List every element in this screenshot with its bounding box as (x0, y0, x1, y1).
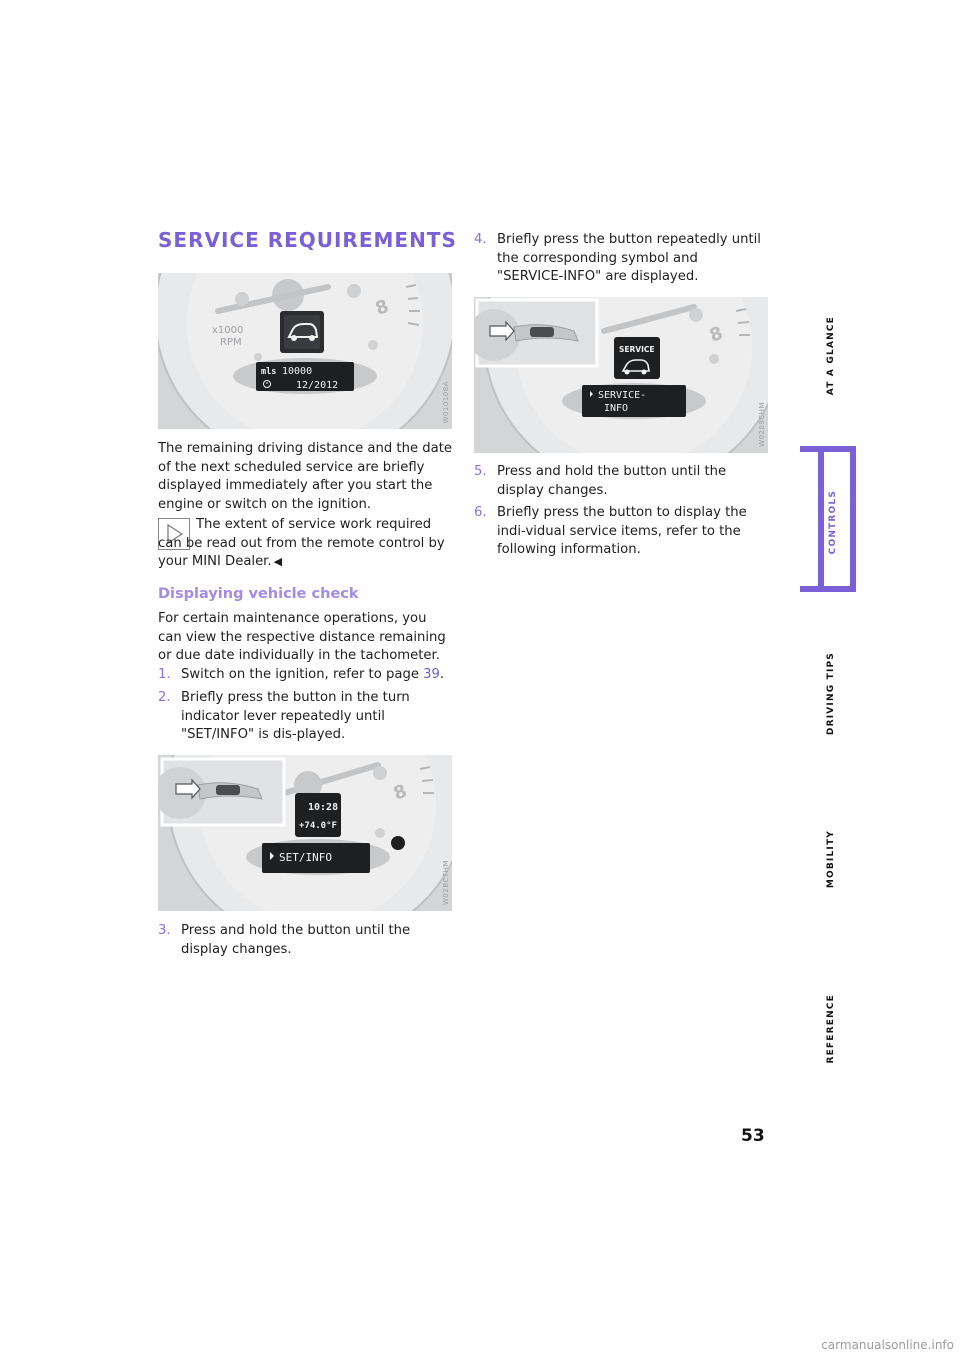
thumb-index-at-a-glance[interactable]: AT A GLANCE (826, 316, 836, 396)
section-title: SERVICE REQUIREMENTS (158, 228, 457, 252)
thumb-index-controls[interactable]: CONTROLS (828, 490, 838, 555)
svg-text:8: 8 (706, 322, 726, 347)
subsection-paragraph: For certain maintenance operations, you can view the respective distance remaining or due date individually in the tachometer. (158, 611, 446, 663)
thumb-index-mobility[interactable]: MOBILITY (826, 830, 836, 889)
intro-paragraph: The remaining driving distance and the date of the next scheduled service are briefly displayed immediately after you start the engine or switch on the ignition. (158, 441, 452, 512)
svg-text:8: 8 (372, 295, 392, 320)
thumb-index-driving-tips[interactable]: DRIVING TIPS (826, 652, 836, 736)
service-date-value: 12/2012 (296, 380, 339, 391)
step-4: 4. Briefly press the button repeatedly until the corresponding symbol and "SERVICE-INFO" are displayed. (474, 232, 761, 284)
step-5: 5. Press and hold the button until the display changes. (474, 464, 727, 498)
rpm-unit-label: RPM (220, 337, 242, 348)
figure-code: W010108A (442, 380, 450, 423)
step-1: 1. Switch on the ignition, refer to page 39. (158, 666, 452, 685)
figure-code: W0209CHM (758, 402, 766, 447)
step-number: 4. (474, 232, 487, 247)
set-info-menu-text: SET/INFO (279, 851, 332, 864)
outside-temperature: +74.0°F (299, 821, 337, 831)
subsection-title: Displaying vehicle check (158, 586, 359, 602)
rpm-multiplier-label: x1000 (212, 325, 244, 336)
step-number: 6. (474, 505, 487, 520)
tachometer-set-info-illustration (158, 755, 452, 911)
page-number: 53 (741, 1126, 765, 1146)
tachometer-service-info-illustration (474, 297, 768, 453)
watermark: carmanualsonline.info (821, 1338, 954, 1352)
service-info-line1: SERVICE- (598, 390, 647, 401)
step-number: 5. (474, 464, 487, 479)
thumb-index-reference[interactable]: REFERENCE (826, 994, 836, 1064)
step-6: 6. Briefly press the button to display the indi-vidual service items, refer to the following information. (474, 505, 747, 557)
mls-label: mls (261, 367, 277, 377)
service-info-line2: INFO (604, 403, 629, 414)
figure-service-display (158, 273, 452, 429)
service-badge-text: SERVICE (619, 345, 655, 354)
clock-time: 10:28 (308, 802, 339, 813)
end-marker-icon: ◀ (273, 555, 283, 568)
figure-set-info-display (158, 755, 452, 911)
step-3: 3. Press and hold the button until the display changes. (158, 923, 411, 957)
mls-value: 10000 (282, 366, 313, 377)
step-number: 2. (158, 690, 171, 705)
note-paragraph: The extent of service work required can be read out from the remote control by your MINI Dealer. ◀ (158, 517, 445, 569)
step-number: 1. (158, 667, 171, 682)
tachometer-illustration (158, 273, 452, 429)
figure-code: W02BCTHM (442, 860, 450, 905)
figure-service-info-display (474, 297, 768, 453)
step-number: 3. (158, 923, 171, 938)
page-link-39[interactable]: 39 (423, 667, 440, 682)
step-2: 2. Briefly press the button in the turn indicator lever repeatedly until "SET/INFO" is dis-played. (158, 690, 410, 742)
svg-text:8: 8 (390, 780, 410, 805)
